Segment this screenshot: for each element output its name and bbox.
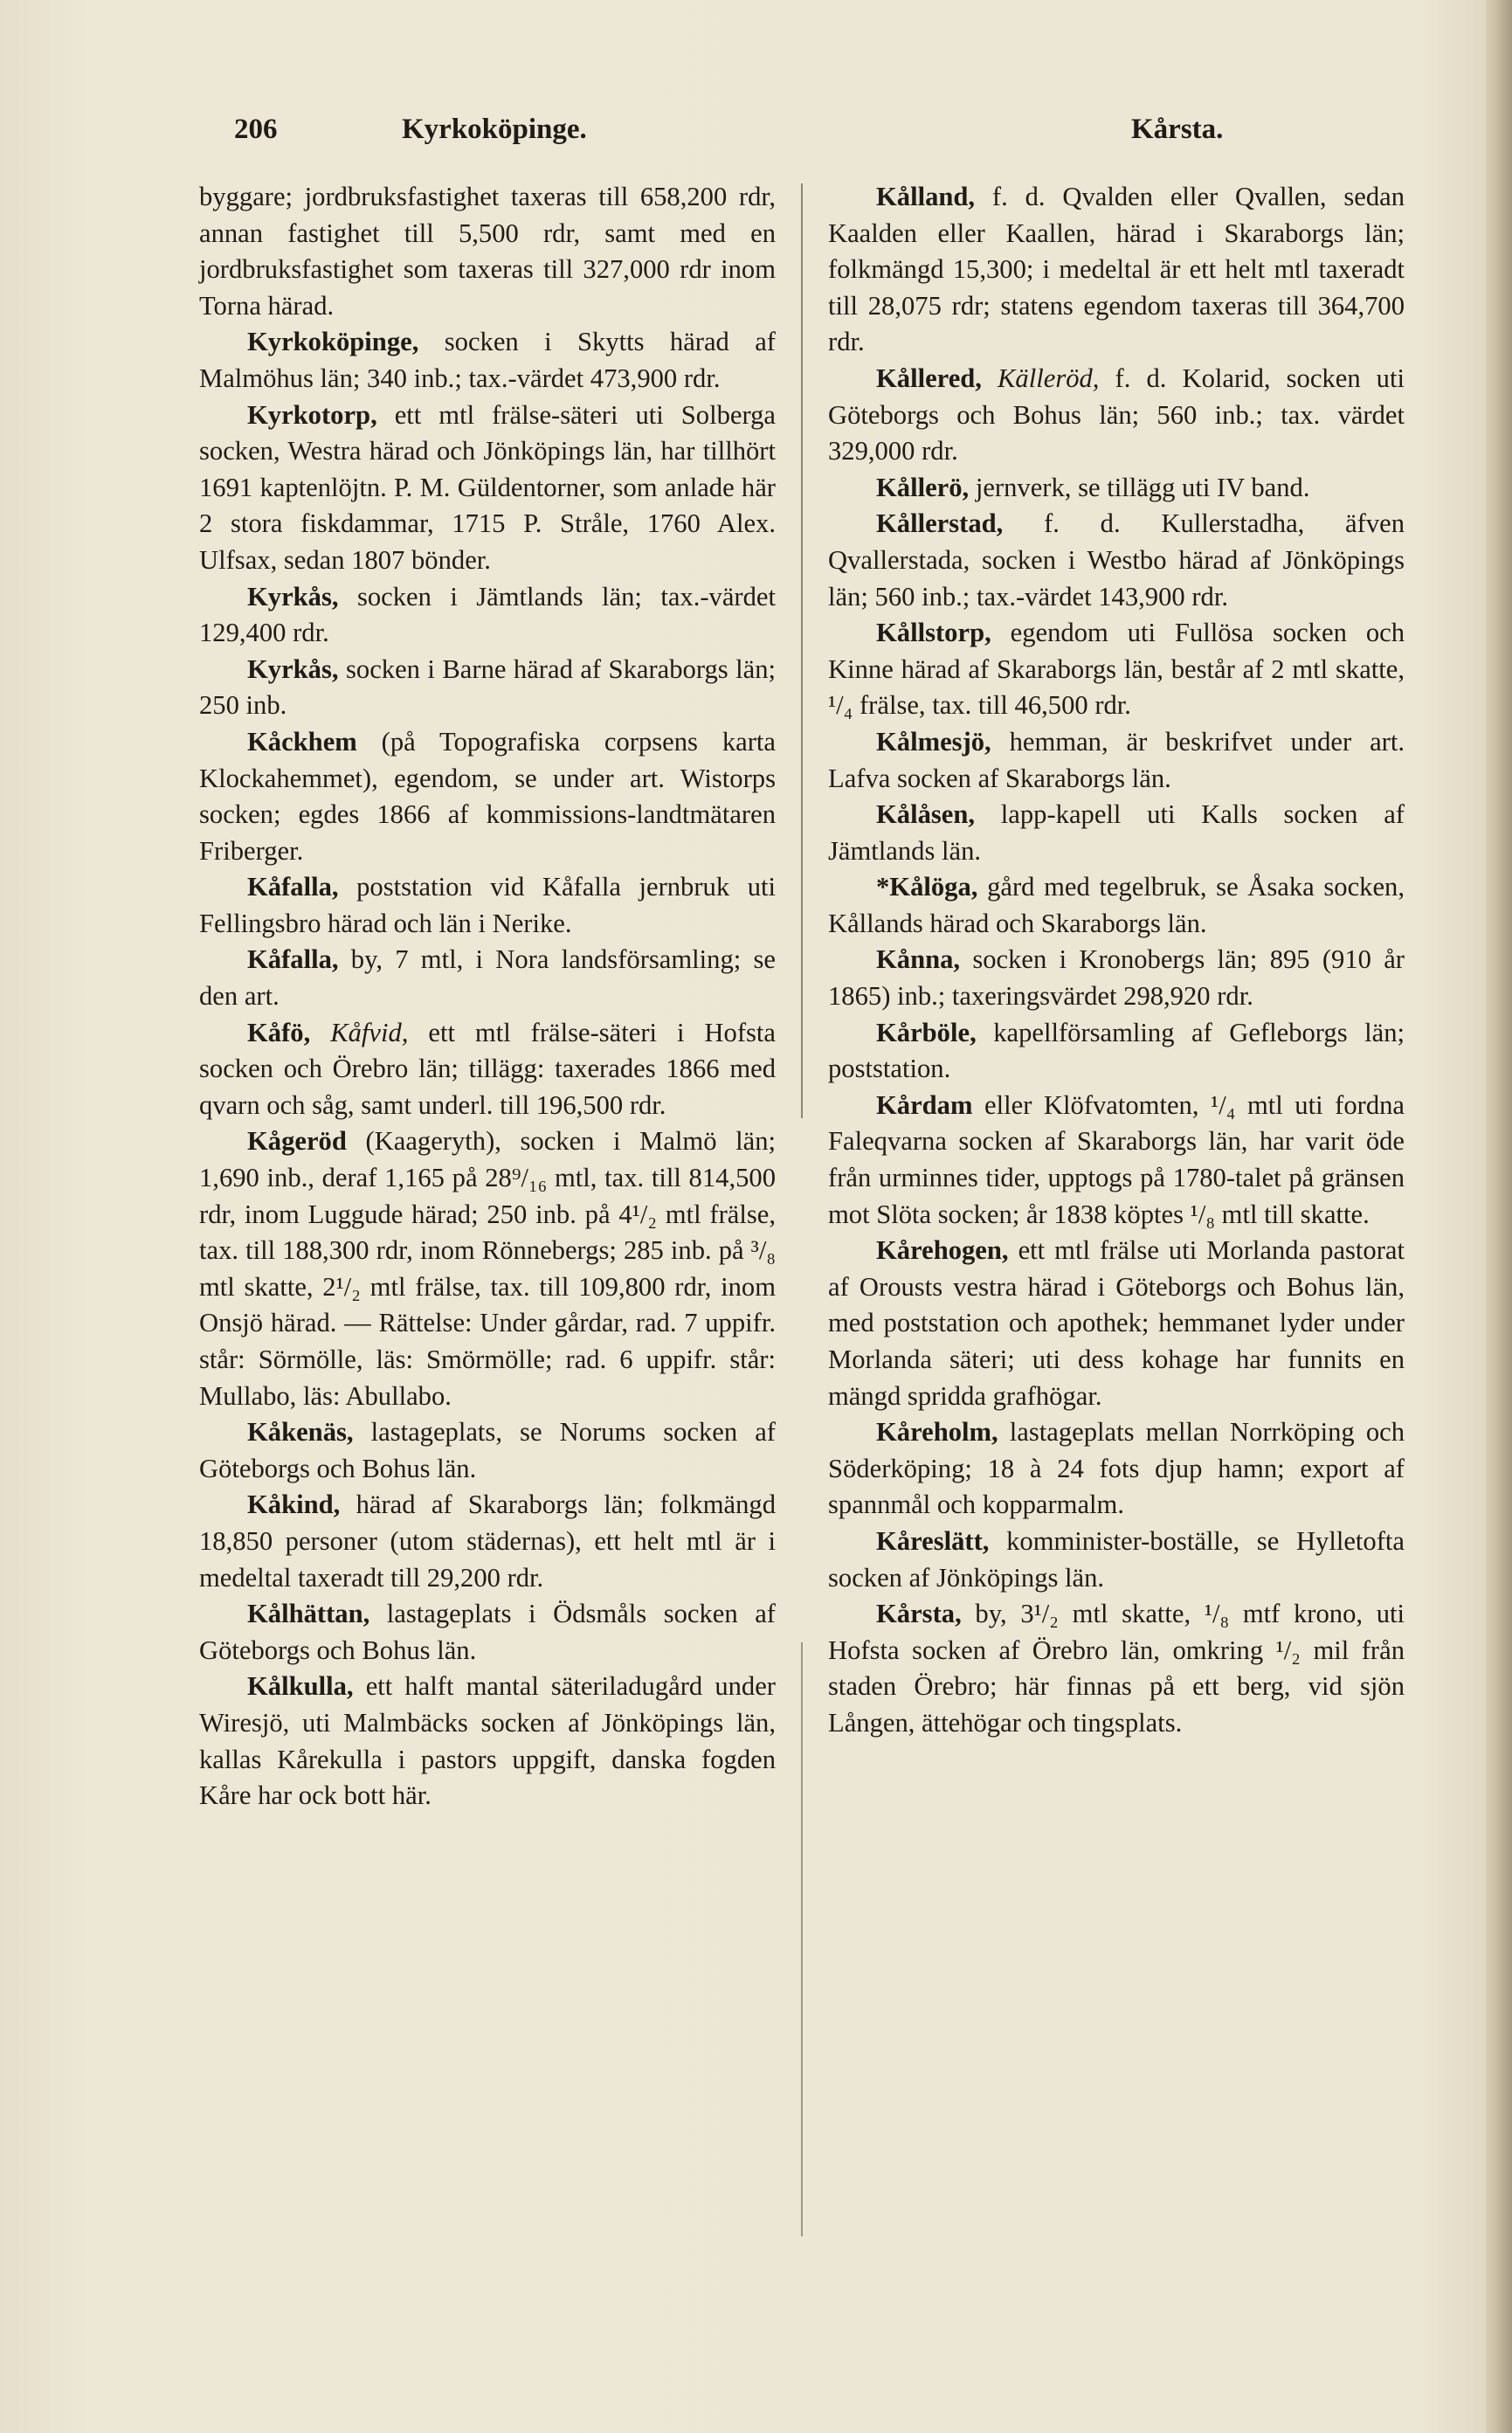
dictionary-entry: [199, 652, 776, 724]
running-header: [0, 114, 1512, 157]
entry-text: lapp-kapell uti Kalls socken af Jämtlands län.: [828, 799, 1405, 866]
dictionary-entry: [199, 1596, 776, 1669]
dictionary-entry: [828, 361, 1405, 470]
entry-headword: Kårdam: [876, 1089, 973, 1120]
entry-headword: Kålmesjö,: [876, 726, 991, 757]
dictionary-entry: [199, 1123, 776, 1414]
entry-headword: Kånna,: [876, 944, 961, 975]
entry-text: socken i Jämtlands län; tax.-värdet 129,400 rdr.: [199, 581, 776, 648]
entry-text: f. d. Kullerstadha, äfven Qvallerstada, socken i Westbo härad af Jönköpings län; 560 inb.; tax.-värdet 143,900 rdr.: [828, 508, 1405, 612]
entry-text: ett mtl frälse-säteri i Hofsta socken och Örebro län; tillägg: taxerades 1866 med qvarn och såg, samt underl. till 196,500 rdr.: [199, 1017, 776, 1120]
dictionary-entry: [828, 470, 1405, 507]
dictionary-entry: [199, 869, 776, 942]
entry-variant-name: Kåfvid,: [330, 1017, 409, 1047]
entry-headword: Kåckhem: [247, 726, 357, 757]
dictionary-entry: [828, 1015, 1405, 1088]
entry-headword: *Kålöga,: [876, 872, 978, 902]
entry-text: lastageplats i Ödsmåls socken af Göteborgs och Bohus län.: [199, 1599, 776, 1665]
dictionary-entry: [199, 724, 776, 869]
dictionary-entry: [199, 1669, 776, 1814]
dictionary-entry: [199, 1414, 776, 1487]
column-divider: [801, 183, 803, 1118]
entry-text: by, 3¹/₂ mtl skatte, ¹/₈ mtf krono, uti Hofsta socken af Örebro län, omkring ¹/₂ mil från staden Örebro; här finnas på ett berg, vid sjön Lången, ättehögar och tingsplats.: [828, 1599, 1405, 1738]
entry-text: ett mtl frälse-säteri uti Solberga socken, Westra härad och Jönköpings län, har tillhört 1691 kaptenlöjtn. P. M. Güldentorner, som anlade här 2 stora fiskdammar, 1715 P. Stråle, 1760 Alex. Ulfsax, sedan 1807 bönder.: [199, 399, 776, 575]
entry-headword: Kålland,: [876, 182, 976, 211]
entry-headword: Kårehogen,: [876, 1235, 1009, 1266]
entry-text: f. d. Qvalden eller Qvallen, sedan Kaalden eller Kaallen, härad i Skaraborgs län; folkmängd 15,300; i medeltal är ett helt mtl taxeradt till 28,075 rdr; statens egendom taxeras till 364,700 rdr.: [828, 182, 1405, 357]
entry-text: lastageplats, se Norums socken af Göteborgs och Bohus län.: [199, 1417, 776, 1483]
entry-variant-name: Källeröd,: [998, 363, 1100, 393]
dictionary-entry: [828, 1596, 1405, 1741]
entry-headword: Kåreslätt,: [876, 1525, 990, 1556]
dictionary-entry: [828, 724, 1405, 797]
dictionary-entry: [828, 615, 1405, 724]
entry-headword: Kållerö,: [876, 472, 970, 502]
entry-text: hemman, är beskrifvet under art. Lafva socken af Skaraborgs län.: [828, 726, 1405, 793]
entry-text: ett halft mantal säteriladugård under Wiresjö, uti Malmbäcks socken af Jönköpings län, kallas Kårekulla i pastors uppgift, danska fogden Kåre har ock bott här.: [199, 1671, 776, 1811]
entry-headword: Kåkenäs,: [247, 1417, 354, 1448]
entry-headword: Kyrkotorp,: [247, 399, 377, 430]
dictionary-entry: [199, 1015, 776, 1124]
entry-headword: Kåfalla,: [247, 944, 339, 975]
dictionary-entry: [199, 179, 776, 324]
running-head-right: Kårsta.: [1131, 114, 1224, 145]
dictionary-entry: [828, 797, 1405, 869]
entry-headword: Kålkulla,: [247, 1671, 354, 1702]
entry-headword: Kågeröd: [247, 1126, 347, 1157]
entry-text: (på Topografiska corpsens karta Klockahemmet), egendom, se under art. Wistorps socken; egdes 1866 af kommissions-landtmätaren Friberger.: [199, 726, 776, 866]
entry-headword: Kållstorp,: [876, 618, 991, 648]
entry-text: härad af Skaraborgs län; folkmängd 18,850 personer (utom städernas), ett helt mtl är i medeltal taxeradt till 29,200 rdr.: [199, 1490, 776, 1593]
entry-headword: Kålåsen,: [876, 799, 976, 830]
entry-text: socken i Skytts härad af Malmöhus län; 340 inb.; tax.-värdet 473,900 rdr.: [199, 327, 776, 393]
page-edge: [1486, 0, 1512, 2433]
entry-headword: Kåfalla,: [247, 872, 339, 902]
entry-text: kapellförsamling af Gefleborgs län; poststation.: [828, 1017, 1405, 1084]
dictionary-entry: [199, 1487, 776, 1596]
entry-text: poststation vid Kåfalla jernbruk uti Fellingsbro härad och län i Nerike.: [199, 872, 776, 938]
entry-text: socken i Kronobergs län; 895 (910 år 1865) inb.; taxeringsvärdet 298,920 rdr.: [828, 944, 1405, 1012]
dictionary-entry: [199, 579, 776, 652]
dictionary-entry: [828, 869, 1405, 942]
entry-headword: Kyrkås,: [247, 581, 339, 612]
entry-text: komminister-boställe, se Hylletofta socken af Jönköpings län.: [828, 1525, 1405, 1593]
entry-text: byggare; jordbruksfastighet taxeras till 658,200 rdr, annan fastighet till 5,500 rdr, samt med en jordbruksfastighet som taxeras till 327,000 rdr inom Torna härad.: [199, 182, 776, 321]
entry-text: ett mtl frälse uti Morlanda pastorat af Orousts vestra härad i Göteborgs och Bohus län, med poststation och apothek; hemmanet lyder under Morlanda säteri; uti dess kohage har funnits en mängd spridda grafhögar.: [828, 1235, 1405, 1411]
dictionary-entry: [199, 324, 776, 397]
dictionary-entry: [828, 1524, 1405, 1596]
right-column: [828, 179, 1405, 1742]
entry-text: socken i Barne härad af Skaraborgs län; 250 inb.: [199, 653, 776, 721]
entry-text: f. d. Kolarid, socken uti Göteborgs och Bohus län; 560 inb.; tax. värdet 329,000 rdr.: [828, 363, 1405, 467]
dictionary-entry: [828, 179, 1405, 361]
entry-headword: Kåfö,: [247, 1017, 311, 1047]
entry-headword: Kåreholm,: [876, 1417, 998, 1448]
dictionary-entry: [828, 942, 1405, 1014]
entry-text: jernverk, se tillägg uti IV band.: [969, 472, 1310, 502]
entry-text: lastageplats mellan Norrköping och Söderköping; 18 à 24 fots djup hamn; export af spannmål och kopparmalm.: [828, 1417, 1405, 1520]
entry-text: egendom uti Fullösa socken och Kinne härad af Skaraborgs län, består af 2 mtl skatte, ¹/₄ frälse, tax. till 46,500 rdr.: [828, 618, 1405, 721]
dictionary-entry: [828, 1088, 1405, 1233]
dictionary-entry: [828, 506, 1405, 615]
entry-text: (Kaageryth), socken i Malmö län; 1,690 inb., deraf 1,165 på 28⁹/₁₆ mtl, tax. till 814,500 rdr, inom Luggude härad; 250 inb. på 4¹/₂ mtl frälse, tax. till 188,300 rdr, inom Rönnebergs; 285 inb. på ³/₈ mtl skatte, 2¹/₂ mtl frälse, tax. till 109,800 rdr, inom Onsjö härad. — Rättelse: Under gårdar, rad. 7 uppifr. står: Sörmölle, läs: Smörmölle; rad. 6 uppifr. står: Mullabo, läs: Abullabo.: [199, 1126, 776, 1411]
dictionary-entry: [828, 1233, 1405, 1414]
dictionary-entry: [199, 942, 776, 1014]
entry-headword: Kyrkås,: [247, 653, 339, 684]
left-column: [199, 179, 776, 1814]
entry-headword: Kållered,: [876, 363, 982, 393]
entry-headword: Kållerstad,: [876, 508, 1004, 539]
entry-text: eller Klöfvatomten, ¹/₄ mtl uti fordna Faleqvarna socken af Skaraborgs län, har varit öde från urminnes tider, upptogs på 1780-talet på gränsen mot Slöta socken; år 1838 köptes ¹/₈ mtl till skatte.: [828, 1089, 1405, 1229]
entry-headword: Kårböle,: [876, 1017, 977, 1047]
dictionary-entry: [828, 1414, 1405, 1524]
entry-headword: Kålhättan,: [247, 1599, 370, 1629]
column-divider: [801, 1642, 803, 2236]
entry-text: gård med tegelbruk, se Åsaka socken, Kållands härad och Skaraborgs län.: [828, 872, 1405, 938]
entry-headword: Kyrkoköpinge,: [247, 327, 419, 357]
page-number: 206: [234, 114, 278, 145]
entry-headword: Kåkind,: [247, 1490, 341, 1520]
running-head-left: Kyrkoköpinge.: [402, 114, 587, 145]
entry-headword: Kårsta,: [876, 1599, 962, 1629]
dictionary-entry: [199, 397, 776, 579]
entry-text: by, 7 mtl, i Nora landsförsamling; se den art.: [199, 944, 776, 1012]
